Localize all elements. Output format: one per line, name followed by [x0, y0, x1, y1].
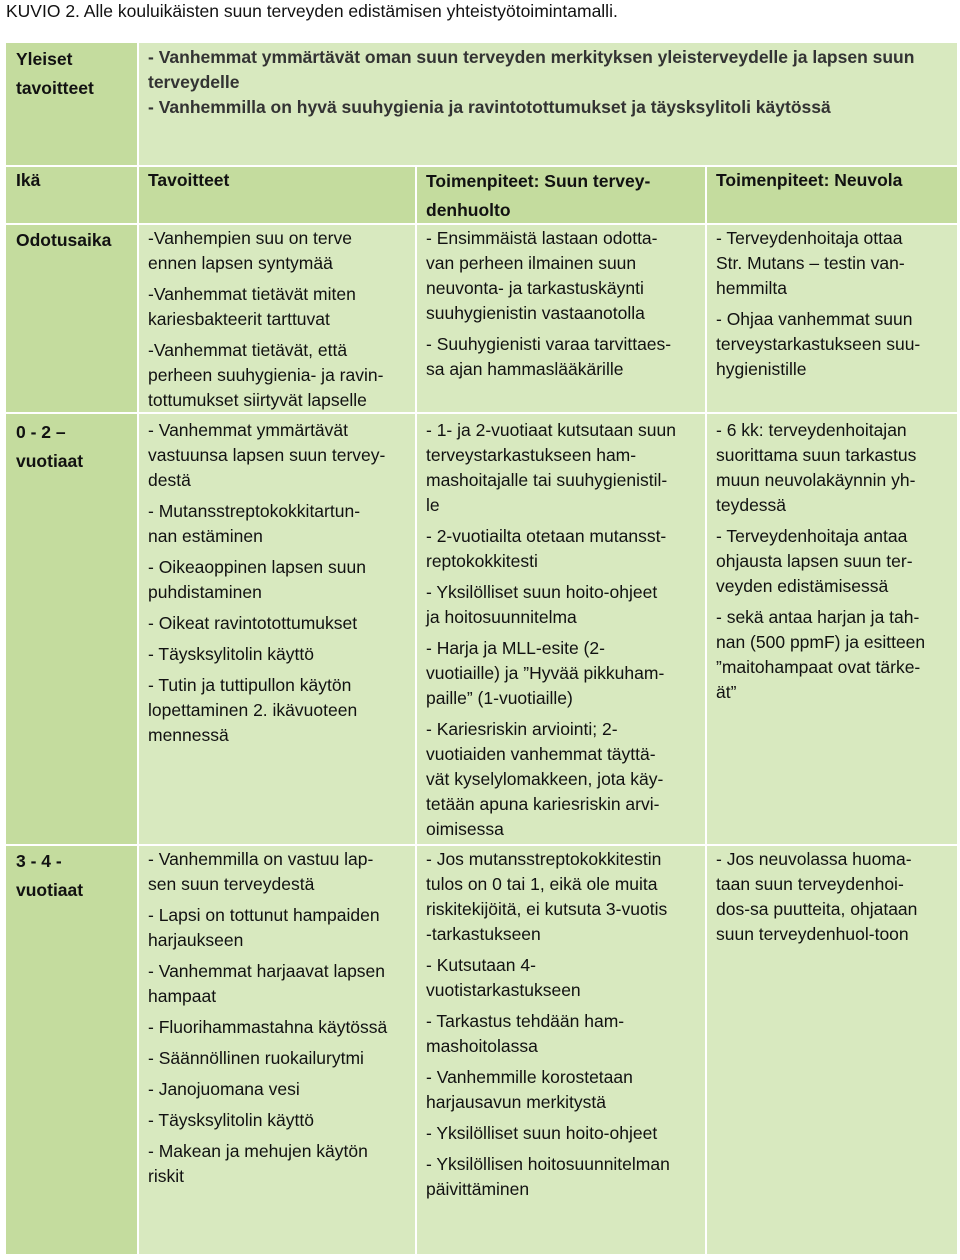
text-line: vastuunsa lapsen suun tervey- — [148, 445, 386, 465]
text-line: - Suuhygienisti varaa tarvittaes- — [426, 334, 672, 354]
text-line: hemmilta — [716, 278, 787, 298]
text-line: sa ajan hammaslääkärille — [426, 359, 624, 379]
text-line: ja hoitosuunnitelma — [426, 607, 577, 627]
text-line: oimisessa — [426, 819, 504, 839]
text-line: - Täysksylitolin käyttö — [148, 644, 314, 664]
dental-item — [426, 418, 676, 518]
text-line: destä — [148, 470, 191, 490]
text-line: terveystarkastukseen suu- — [716, 334, 921, 354]
text-line: suuhygienistin vastaanotolla — [426, 303, 645, 323]
dental-item — [426, 580, 676, 630]
text-line: - Makean ja mehujen käytön — [148, 1141, 368, 1161]
text-line: -tarkastukseen — [426, 924, 541, 944]
text-line: - Terveydenhoitaja ottaa — [716, 228, 903, 248]
text-line: muun neuvolakäynnin yh- — [716, 470, 916, 490]
dental-item — [426, 1065, 670, 1115]
goals-item — [148, 611, 385, 636]
text-line: ”maitohampaat ovat tärke- — [716, 657, 921, 677]
text-line: - 1- ja 2-vuotiaat kutsutaan suun — [426, 420, 677, 440]
text-line: Str. Mutans – testin van- — [716, 253, 905, 273]
text-line: - Ensimmäistä lastaan odotta- — [426, 228, 658, 248]
text-line: - Fluorihammastahna käytössä — [148, 1017, 388, 1037]
clinic-item — [716, 418, 925, 518]
text-line: teydessä — [716, 495, 787, 515]
text-line: neuvonta- ja tarkastuskäynti — [426, 278, 644, 298]
text-line: tetään apuna kariesriskin arvi- — [426, 794, 660, 814]
age-line: vuotiaat — [16, 880, 84, 900]
text-line: - sekä antaa harjan ja tah- — [716, 607, 920, 627]
goals-item — [148, 499, 385, 549]
text-line: mashoitajalle tai suuhygienistil- — [426, 470, 668, 490]
goals-item — [148, 673, 385, 748]
text-line: hygienistille — [716, 359, 807, 379]
clinic-item — [716, 307, 920, 382]
row-0-dental — [426, 226, 671, 382]
text-line: - Kutsutaan 4- — [426, 955, 536, 975]
text-line: dos-sa puutteita, ohjataan — [716, 899, 918, 919]
goals-item — [148, 1046, 387, 1071]
text-line: - 2-vuotiailta otetaan mutansst- — [426, 526, 667, 546]
text-line: vuotistarkastukseen — [426, 980, 581, 1000]
text-line: mennessä — [148, 725, 229, 745]
text-line: - Jos mutansstreptokokkitestin — [426, 849, 662, 869]
text-line: nan estäminen — [148, 526, 263, 546]
row-1-goals — [148, 418, 385, 748]
text-line: - Vanhemmille korostetaan — [426, 1067, 633, 1087]
text-line: van perheen ilmainen suun — [426, 253, 637, 273]
text-line: ohjausta lapsen suun ter- — [716, 551, 913, 571]
text-line: vät kyselylomakkeen, jota käy- — [426, 769, 664, 789]
text-line: - Lapsi on tottunut hampaiden — [148, 905, 380, 925]
text-line: - Vanhemmat ymmärtävät — [148, 420, 349, 440]
text-line: - Jos neuvolassa huoma- — [716, 849, 912, 869]
text-line: harjaukseen — [148, 930, 244, 950]
text-line: suorittama suun tarkastus — [716, 445, 917, 465]
goals-item — [148, 418, 385, 493]
text-line: - Harja ja MLL-esite (2- — [426, 638, 605, 658]
text-line: perheen suuhygienia- ja ravin- — [148, 365, 384, 385]
goals-item — [148, 555, 385, 605]
text-line: taan suun terveydenhoi- — [716, 874, 904, 894]
text-line: - Vanhemmat harjaavat lapsen — [148, 961, 386, 981]
row-2-age — [16, 847, 83, 905]
text-line: - Terveydenhoitaja antaa — [716, 526, 908, 546]
text-line: harjausavun merkitystä — [426, 1092, 606, 1112]
dental-item — [426, 226, 671, 326]
text-line: paille” (1-vuotiaille) — [426, 688, 573, 708]
text-line: -Vanhempien suu on terve — [148, 228, 352, 248]
text-line: - Yksilöllisen hoitosuunnitelman — [426, 1154, 670, 1174]
figure-caption: KUVIO 2. Alle kouluikäisten suun terveyden edistämisen yhteistyötoimintamalli. — [6, 1, 618, 21]
text-line: - Ohjaa vanhemmat suun — [716, 309, 913, 329]
age-line: 3 - 4 - — [16, 851, 62, 871]
text-line: - Mutansstreptokokkitartun- — [148, 501, 361, 521]
text-line: terveystarkastukseen ham- — [426, 445, 637, 465]
text-line: - Yksilölliset suun hoito-ohjeet — [426, 582, 658, 602]
goals-item — [148, 282, 383, 332]
dental-item — [426, 332, 671, 382]
text-line: le — [426, 495, 440, 515]
dental-item — [426, 524, 676, 574]
dental-item — [426, 953, 670, 1003]
text-line: - Kariesriskin arviointi; 2- — [426, 719, 618, 739]
text-line: kariesbakteerit tarttuvat — [148, 309, 330, 329]
row-2-dental — [426, 847, 670, 1202]
goals-item — [148, 903, 387, 953]
goals-item — [148, 226, 383, 276]
clinic-item — [716, 226, 920, 301]
header-goals: Tavoitteet — [148, 170, 230, 190]
text-line: lopettaminen 2. ikävuoteen — [148, 700, 358, 720]
age-line: vuotiaat — [16, 451, 84, 471]
goals-item — [148, 1015, 387, 1040]
text-line: suun terveydenhuol-toon — [716, 924, 909, 944]
row-2-goals — [148, 847, 387, 1189]
text-line: ennen lapsen syntymää — [148, 253, 333, 273]
text-line: - Janojuomana vesi — [148, 1079, 300, 1099]
text-line: tottumukset siirtyvät lapselle — [148, 390, 367, 410]
dental-item — [426, 847, 670, 947]
goals-item — [148, 1077, 387, 1102]
text-line: - Säännöllinen ruokailurytmi — [148, 1048, 364, 1068]
dental-item — [426, 1121, 670, 1146]
age-line: Odotusaika — [16, 230, 112, 250]
text-line: -Vanhemmat tietävät, että — [148, 340, 348, 360]
row-2-age-cell — [6, 846, 137, 1254]
text-line: - Oikeat ravintotottumukset — [148, 613, 358, 633]
row-1-age — [16, 418, 83, 476]
text-line: - Yksilölliset suun hoito-ohjeet — [426, 1123, 658, 1143]
goals-item — [148, 338, 383, 413]
text-line: hampaat — [148, 986, 217, 1006]
text-line: riskit — [148, 1166, 184, 1186]
general-goals: - Vanhemmat ymmärtävät oman suun terveyden merkityksen yleisterveydelle ja lapsen suun terveydelle - Vanhemmilla on hyvä suuhygienia ja ravintotottumukset ja täysksylitoli käytössä — [148, 47, 915, 117]
clinic-item — [716, 605, 925, 705]
goals-item — [148, 1139, 387, 1189]
text-line: nan (500 ppmF) ja esitteen — [716, 632, 926, 652]
goals-item — [148, 1108, 387, 1133]
header-age: Ikä — [16, 170, 41, 190]
dental-item — [426, 1009, 670, 1059]
header-clinic: Toimenpiteet: Neuvola — [716, 170, 903, 190]
general-label: Yleiset tavoitteet — [16, 49, 94, 98]
row-1-age-cell — [6, 414, 137, 844]
goals-item — [148, 959, 387, 1009]
text-line: päivittäminen — [426, 1179, 530, 1199]
dental-item — [426, 1152, 670, 1202]
row-0-clinic — [716, 226, 920, 382]
row-0-goals — [148, 226, 383, 413]
goals-item — [148, 847, 387, 897]
header-dental: Toimenpiteet: Suun tervey- denhuolto — [426, 171, 651, 220]
text-line: - Tutin ja tuttipullon käytön — [148, 675, 352, 695]
dental-item — [426, 717, 676, 842]
text-line: vuotiaille) ja ”Hyvää pikkuham- — [426, 663, 665, 683]
goals-item — [148, 642, 385, 667]
row-0-age — [16, 226, 111, 255]
text-line: riskitekijöitä, ei kutsuta 3-vuotis — [426, 899, 668, 919]
text-line: - Oikeaoppinen lapsen suun — [148, 557, 366, 577]
text-line: ät” — [716, 682, 737, 702]
text-line: - 6 kk: terveydenhoitajan — [716, 420, 907, 440]
age-line: 0 - 2 – — [16, 422, 66, 442]
row-2-clinic — [716, 847, 917, 947]
text-line: - Vanhemmilla on vastuu lap- — [148, 849, 374, 869]
row-1-clinic — [716, 418, 925, 705]
text-line: sen suun terveydestä — [148, 874, 315, 894]
text-line: veyden edistämisessä — [716, 576, 889, 596]
text-line: tulos on 0 tai 1, eikä ole muita — [426, 874, 658, 894]
row-1-dental — [426, 418, 676, 842]
text-line: -Vanhemmat tietävät miten — [148, 284, 356, 304]
clinic-item — [716, 524, 925, 599]
text-line: vuotiaiden vanhemmat täyttä- — [426, 744, 656, 764]
text-line: - Täysksylitolin käyttö — [148, 1110, 314, 1130]
text-line: - Tarkastus tehdään ham- — [426, 1011, 625, 1031]
text-line: puhdistaminen — [148, 582, 262, 602]
text-line: mashoitolassa — [426, 1036, 538, 1056]
clinic-item — [716, 847, 917, 947]
text-line: reptokokkitesti — [426, 551, 538, 571]
dental-item — [426, 636, 676, 711]
